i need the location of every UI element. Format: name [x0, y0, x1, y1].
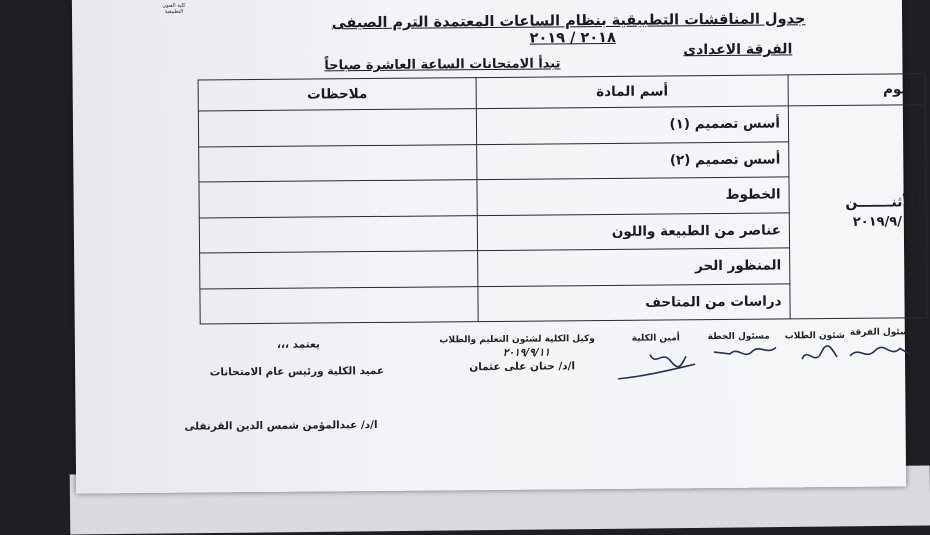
- approval-label: يعتمد ،،،: [276, 338, 320, 351]
- header-day: اليوم: [788, 74, 925, 106]
- subject-cell: أسس تصميم (١): [476, 106, 788, 144]
- notes-cell: [199, 144, 477, 182]
- exam-start-time: تبدأ الامتحانات الساعة العاشرة صباحاً: [324, 56, 561, 74]
- notes-cell: [200, 251, 478, 289]
- college-logo: كلية الفنون التطبيقية: [162, 2, 186, 15]
- day-cell: [788, 105, 927, 319]
- day-date: ٢٠١٩/٩/١٦: [852, 213, 918, 230]
- vice-dean-name: ا/د/ حنان على عثمان: [469, 360, 576, 374]
- plan-officer-signature: [710, 341, 780, 364]
- student-affairs-signature: [797, 341, 842, 369]
- role-student-affairs: شئون الطلاب: [784, 330, 845, 342]
- subject-cell: المنظور الحر: [478, 248, 790, 286]
- table-row: [198, 105, 925, 147]
- document-title: جدول المناقشات التطبيقية بنظام الساعات المعتمدة الترم الصيفى: [331, 11, 806, 32]
- handwritten-date: ٢٠١٩/٩/١١: [502, 346, 551, 359]
- role-grade-officer: مسئول الفرقة: [849, 327, 915, 338]
- college-secretary-signature: [610, 346, 705, 387]
- schedule-table: [198, 73, 928, 324]
- dean-name: ا/د/ عبدالمؤمن شمس الدين القرنفلى: [184, 418, 378, 433]
- header-notes: ملاحظات: [198, 78, 476, 111]
- role-plan-officer: مسئول الخطة: [707, 331, 770, 343]
- grade-officer-signature: [845, 340, 915, 366]
- subject-cell: دراسات من المتاحف: [478, 283, 790, 321]
- role-vice-dean: وكيل الكلية لشئون التعليم والطلاب: [439, 334, 595, 346]
- subject-cell: عناصر من الطبيعة واللون: [477, 212, 789, 250]
- day-name: الأثنـــــــن: [845, 193, 918, 211]
- notes-cell: [198, 109, 476, 147]
- document-title-year: ٢٠١٨ / ٢٠١٩: [529, 29, 616, 47]
- subject-cell: الخطوط: [477, 177, 789, 215]
- dean-title: عميد الكلية ورئيس عام الامتحانات: [209, 364, 385, 379]
- document-page: [72, 0, 918, 494]
- grade-label: الفرقة الاعدادى: [683, 41, 793, 59]
- notes-cell: [199, 180, 477, 218]
- subject-cell: أسس تصميم (٢): [477, 141, 789, 179]
- header-subject: أسم المادة: [476, 75, 788, 109]
- notes-cell: [200, 286, 478, 324]
- notes-cell: [199, 215, 477, 253]
- role-college-secretary: أمين الكلية: [631, 333, 680, 344]
